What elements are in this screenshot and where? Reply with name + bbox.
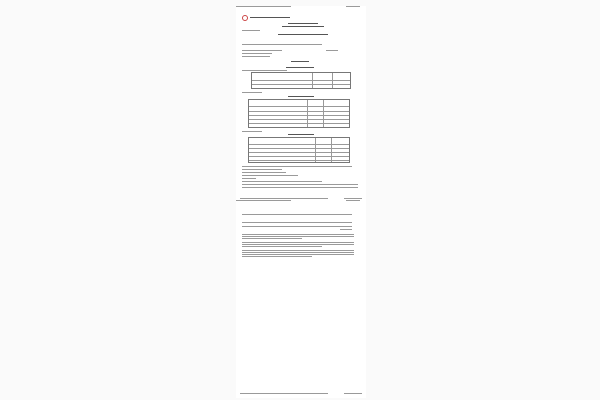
component-table-3 <box>248 137 350 163</box>
section-heading <box>291 61 309 62</box>
table-column <box>307 100 308 127</box>
body-line <box>242 254 354 255</box>
table-row <box>249 119 349 120</box>
report-banner <box>250 17 290 18</box>
note-line <box>242 187 358 188</box>
table-column <box>332 73 333 88</box>
page-header-text <box>236 200 291 201</box>
address-line <box>242 56 270 57</box>
document-page-1 <box>236 6 366 206</box>
component-table-2 <box>248 99 350 128</box>
page-footer-url <box>240 393 328 394</box>
report-subtitle <box>282 26 324 27</box>
table-row <box>249 106 349 107</box>
company-id <box>326 50 338 51</box>
page-footer-date <box>344 198 362 199</box>
body-line <box>242 234 354 235</box>
body-line <box>242 244 354 245</box>
table-caption <box>288 134 314 135</box>
body-line <box>242 256 312 257</box>
body-line <box>242 242 354 243</box>
certification-logo-icon <box>242 15 248 21</box>
table-intro <box>242 70 287 71</box>
table-row <box>249 152 349 153</box>
page-header-text <box>236 6 291 7</box>
nav-line <box>242 214 352 215</box>
table-row <box>252 80 350 81</box>
table-column <box>315 138 316 162</box>
table-row <box>252 84 350 85</box>
body-line <box>242 246 322 247</box>
table-row <box>249 115 349 116</box>
table-row <box>249 148 349 149</box>
body-line <box>242 250 354 251</box>
report-title <box>288 23 318 24</box>
table-column <box>323 100 324 127</box>
document-page-2 <box>236 200 366 398</box>
section-label <box>242 30 260 31</box>
table-caption <box>288 96 314 97</box>
note-line <box>242 166 352 167</box>
body-line <box>242 238 302 239</box>
component-table-1 <box>251 72 351 89</box>
table-row <box>249 156 349 157</box>
note-line <box>242 181 322 182</box>
address-line <box>242 53 272 54</box>
page-number-text <box>346 6 360 7</box>
table-caption <box>286 67 314 68</box>
footnote-line <box>242 131 262 132</box>
table-row <box>249 123 349 124</box>
note-line <box>242 184 358 185</box>
body-line <box>242 252 354 253</box>
page-number-text <box>346 200 360 201</box>
intro-line <box>242 44 322 45</box>
table-row <box>249 111 349 112</box>
table-header-line <box>242 222 352 223</box>
table-column <box>312 73 313 88</box>
footnote-line <box>242 92 262 93</box>
table-column <box>331 138 332 162</box>
table-row <box>249 144 349 145</box>
page-footer-date <box>344 393 362 394</box>
company-line <box>242 50 282 51</box>
note-line <box>242 172 286 173</box>
table-line <box>242 226 352 227</box>
table-row <box>249 160 349 161</box>
page-footer-url <box>240 198 328 199</box>
section-heading <box>278 34 328 35</box>
note-line <box>242 169 282 170</box>
body-line <box>242 236 354 237</box>
note-line <box>242 175 298 176</box>
note-line <box>242 178 256 179</box>
table-date <box>340 229 352 230</box>
